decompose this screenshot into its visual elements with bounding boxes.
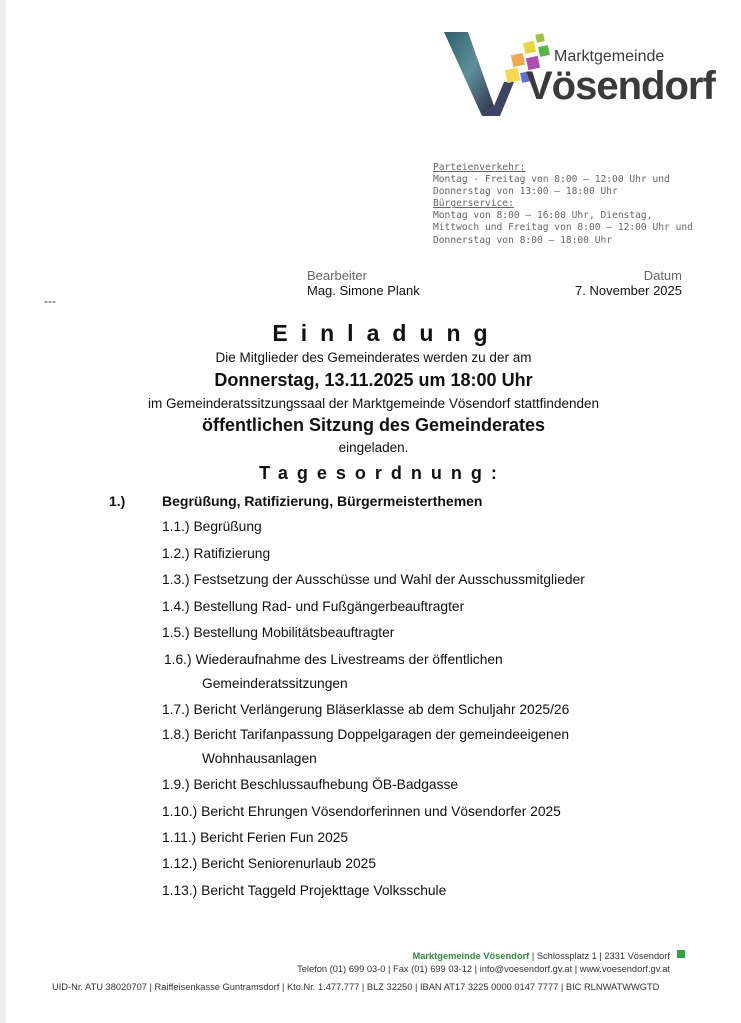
service-hours-line: Mittwoch und Freitag von 8:00 – 12:00 Uhr und: [433, 222, 693, 234]
date-value: 7. November 2025: [575, 283, 682, 298]
meeting-datetime: Donnerstag, 13.11.2025 um 18:00 Uhr: [214, 370, 533, 390]
agenda-item: 1.12.) Bericht Seniorenurlaub 2025: [162, 856, 376, 871]
invitation-title: Einladung: [272, 320, 501, 346]
section-number: 1.): [109, 493, 126, 509]
editor-name: Mag. Simone Plank: [307, 283, 420, 298]
footer-address: | Schlossplatz 1 | 2331 Vösendorf: [529, 951, 670, 961]
logo-name: Vösendorf: [526, 64, 715, 108]
logo-subtitle: Marktgemeinde: [554, 48, 665, 65]
agenda-item: 1.11.) Bericht Ferien Fun 2025: [162, 830, 349, 845]
service-hours-line: Donnerstag von 8:00 – 18:00 Uhr: [433, 234, 613, 246]
agenda-item: 1.9.) Bericht Beschlussaufhebung ÖB-Badgasse: [162, 777, 459, 792]
invitation-line-1: Die Mitglieder des Gemeinderates werden zu der am: [215, 350, 532, 365]
footer-green-square: [677, 950, 685, 958]
footer-address-line: [412, 951, 670, 961]
section-title: Begrüßung, Ratifizierung, Bürgermeisterthemen: [162, 493, 483, 509]
separator-dashes: ---: [44, 294, 56, 308]
agenda-item: 1.1.) Begrüßung: [162, 519, 262, 534]
invitation-line-2: im Gemeinderatssitzungssaal der Marktgemeinde Vösendorf stattfindenden: [148, 396, 599, 411]
service-hours-title: Bürgerservice:: [433, 198, 514, 210]
agenda-item: 1.10.) Bericht Ehrungen Vösendorferinnen und Vösendorfer 2025: [162, 804, 561, 819]
editor-label: Bearbeiter: [307, 268, 367, 283]
party-hours-line: Donnerstag von 13:00 – 18:00 Uhr: [433, 186, 618, 198]
agenda-item: 1.7.) Bericht Verlängerung Bläserklasse ab dem Schuljahr 2025/26: [162, 702, 570, 717]
footer-org: Marktgemeinde Vösendorf: [412, 951, 530, 961]
party-hours-title: Parteienverkehr:: [433, 162, 526, 173]
agenda-item: 1.4.) Bestellung Rad- und Fußgängerbeauftragter: [162, 599, 465, 614]
office-hours: [433, 162, 693, 247]
agenda-item: 1.3.) Festsetzung der Ausschüsse und Wahl der Ausschussmitglieder: [162, 572, 585, 587]
date-label: Datum: [643, 268, 682, 283]
agenda-item: 1.13.) Bericht Taggeld Projekttage Volksschule: [162, 883, 447, 898]
footer-bank: UID-Nr. ATU 38020707 | Raiffeisenkasse Guntramsdorf | Kto.Nr. 1.477.777 | BLZ 32250 | IBAN AT17 3225 0000 0147 7777 | BIC RLNWATWWGTD: [52, 982, 660, 992]
invitation-line-3: eingeladen.: [338, 440, 409, 455]
agenda-item: 1.8.) Bericht Tarifanpassung Doppelgaragen der gemeindeeigenen: [162, 727, 570, 742]
party-hours-line: Montag - Freitag von 8:00 – 12:00 Uhr und: [433, 174, 670, 186]
document-page: [6, 0, 741, 1023]
agenda-item: 1.6.) Wiederaufnahme des Livestreams der öffentlichen: [164, 652, 503, 667]
agenda-item: 1.5.) Bestellung Mobilitätsbeauftragter: [162, 625, 395, 640]
meeting-type: öffentlichen Sitzung des Gemeinderates: [201, 415, 546, 435]
agenda-item: 1.2.) Ratifizierung: [162, 546, 271, 561]
footer-contact: Telefon (01) 699 03-0 | Fax (01) 699 03-12 | info@voesendorf.gv.at | www.voesendorf.gv.at: [297, 964, 670, 974]
agenda-title: Tagesordnung:: [259, 463, 506, 483]
agenda-item-continued: Gemeinderatssitzungen: [202, 676, 348, 691]
service-hours-line: Montag von 8:00 – 16:00 Uhr, Dienstag,: [433, 210, 653, 222]
agenda-item-continued: Wohnhausanlagen: [202, 751, 317, 766]
